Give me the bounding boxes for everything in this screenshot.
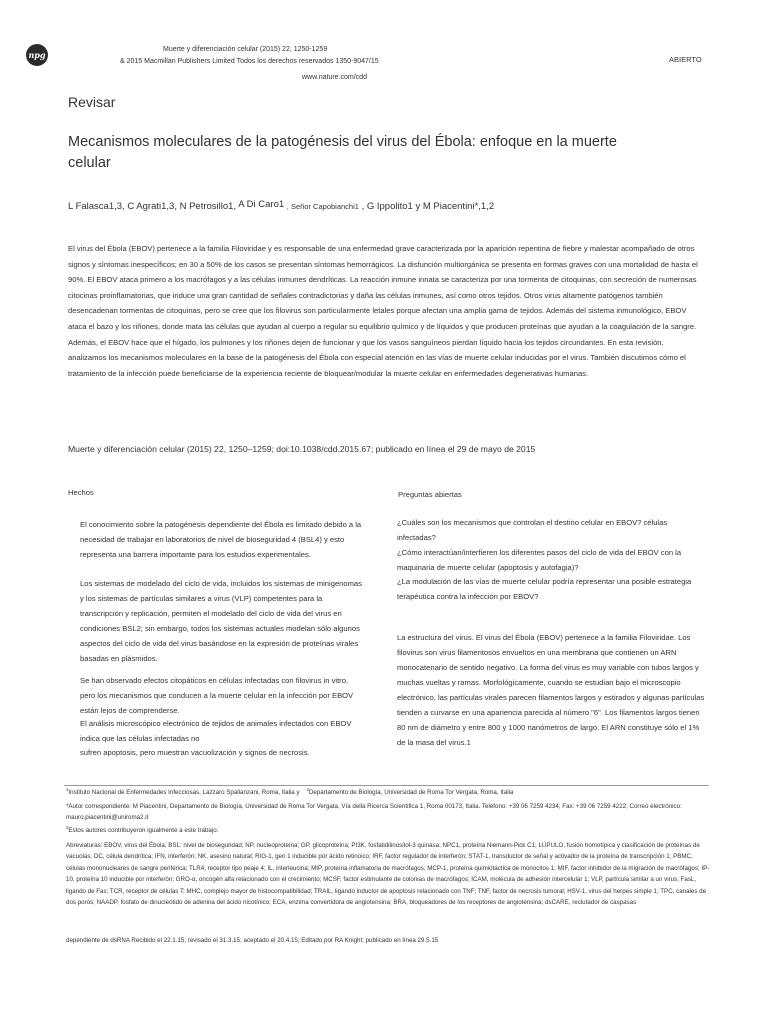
article-title: Mecanismos moleculares de la patogénesis del virus del Ébola: enfoque en la muerte celular bbox=[68, 134, 617, 171]
question-1: ¿Cuáles son los mecanismos que controlan el destino celular en EBOV? células infectadas? bbox=[397, 518, 668, 542]
footnote-divider bbox=[64, 785, 709, 786]
authors-part-4: , G Ippolito1 y M Piacentini*,1,2 bbox=[361, 201, 495, 212]
journal-line: Muerte y diferenciación celular (2015) 22, 1250-1259 bbox=[163, 46, 328, 53]
article-dates: dependiente de dsRNA Recibido el 22.1.15; revisado el 31.3.15; aceptado el 20.4.15; Editado por RA Knight; publicado en línea 29.5.15 bbox=[66, 937, 439, 944]
affiliation-2: Departamento de Biología, Universidad de Roma Tor Vergata, Roma, Italia bbox=[308, 789, 514, 796]
affiliation-1: Instituto Nacional de Enfermedades Infecciosas, Lazzaro Spallanzani, Roma, Italia y bbox=[68, 789, 300, 796]
facts-paragraph-2: Los sistemas de modelado del ciclo de vida, incluidos los sistemas de minigenomas y los sistemas de partículas similares a virus (VLP) competentes para la transcripción y replicación, permiten el modelado del ciclo de vida del virus en condiciones BSL2; sin embargo, todos los sistemas actuales modelan sólo algunos aspectos del ciclo de vida del virus basándose en la expresión de proteínas virales basadas en plásmidos. bbox=[80, 579, 362, 663]
equal-contribution-text: Estos autores contribuyeron igualmente a este trabajo. bbox=[68, 827, 219, 834]
facts-paragraph-4: El análisis microscópico electrónico de tejidos de animales infectados con EBOV indica que las células infectadas no bbox=[80, 719, 352, 743]
author-list bbox=[68, 201, 494, 212]
publisher-line: & 2015 Macmillan Publishers Limited Todos los derechos reservados 1350-9047/15 bbox=[120, 58, 379, 65]
equal-contribution-number: 3 bbox=[66, 824, 69, 830]
authors-part-1: L Falasca1,3, C Agrati1,3, N Petrosillo1, bbox=[68, 201, 237, 212]
authors-part-2: A Di Caro1 bbox=[238, 199, 285, 210]
authors-part-3: , Señor Capobianchi1 bbox=[286, 202, 359, 211]
open-questions-heading: Preguntas abiertas bbox=[398, 490, 462, 499]
abbreviations: Abreviaturas: EBOV, virus del Ébola; BSL: nivel de bioseguridad; NP, nucleoproteína; GP, glicoproteína; PI3K, fosfatidilinositol-3 quinasa; NPC1, proteína Niemann-Pick C1; LÚPULO, fusión homotípica y clasificación de proteínas de vacuolas; DC, célula dendrítica; IFN, interferón; NK, asesino natural; RIG-1, gen 1 inducible por ácido retinoico; IRF, factor regulador de interferón; STAT-1, transductor de señal y activador de la proteína de transcripción 1; PBMC, células mononucleares de sangre periférica; TLR4, receptor tipo peaje 4; IL, interleucina; MIP, proteína inflamatoria de macrófagos; MCP-1, proteína quimiotáctica de monocitos 1; MIF, factor inhibidor de la migración de macrófagos; IP-10, proteína 10 inducible por interferón; GRO-α, oncogén alfa relacionado con el crecimiento; MCSF, factor estimulante de colonias de macrófagos; ICAM, molécula de adhesión intercelular 1; VLP, partícula similar a un virus; FasL, ligando de Fas; TCR, receptor de células T; MHC, complejo mayor de histocompatibilidad; TRAIL, ligando inductor de apoptosis relacionado con TNF; TNF, factor de necrosis tumoral; HSV-1, virus del herpes simple 1; TPC, canales de dos poros; NAADP, fosfato de dinucleótido de adenina del ácido nicotínico; ECA, enzima convertidora de angiotensina; BRA, bloqueadores de los receptores de angiotensina; dsCARE, reclutador de caspasas bbox=[66, 842, 710, 907]
article-type-label: Revisar bbox=[68, 94, 116, 110]
question-3: ¿La modulación de las vías de muerte celular podría representar una posible estrategia terapéutica contra la infección por EBOV? bbox=[397, 577, 692, 601]
facts-paragraph-5: sufren apoptosis, pero muestran vacuolización y signos de necrosis. bbox=[80, 748, 310, 757]
facts-heading: Hechos bbox=[68, 488, 94, 497]
affiliations bbox=[66, 787, 711, 798]
open-access-badge: ABIERTO bbox=[669, 55, 702, 64]
affiliation-2-number: 2 bbox=[306, 786, 309, 792]
citation-line: Muerte y diferenciación celular (2015) 22, 1250–1259; doi:10.1038/cdd.2015.67; publicado en línea el 29 de mayo de 2015 bbox=[68, 444, 536, 454]
facts-paragraph-1: El conocimiento sobre la patogénesis dependiente del Ébola es limitado debido a la necesidad de trabajar en laboratorios de nivel de bioseguridad 4 (BSL4) y esto representa una barrera importante para los estudios experimentales. bbox=[80, 520, 362, 559]
question-2: ¿Cómo interactúan/interfieren los diferentes pasos del ciclo de vida del EBOV con la maquinaria de muerte celular (apoptosis y autofagia)? bbox=[397, 548, 682, 572]
virus-structure-paragraph: La estructura del virus. El virus del Ébola (EBOV) pertenece a la familia Filoviridae. Los filovirus son virus filamentosos envueltos en una membrana que contienen un ARN monocatenario de sentido negativo. La forma del virus es muy variable con tubos largos y muchas vueltas y ramas. Morfológicamente, cuando se estudian bajo el microscopio electrónico, las partículas virales parecen filamentos largos y estirados y algunas partículas tienden a curvarse en una apariencia parecida al número "6". Los filamentos largos tienen 80 nm de diámetro y entre 800 y 1000 nanómetros de largo. El ARN constituye sólo el 1% de la masa del virus.1 bbox=[397, 633, 705, 747]
corresponding-author: *Autor correspondiente: M Piacentini, Departamento de Biología, Universidad de Roma Tor Vergata, Vía della Ricerca Scientifica 1, Roma 00173, Italia. Teléfono: +39 06 7259 4234; Fax: +39 06 7259 4222; Correo electrónico: mauro.piacentini@uniroma2.it bbox=[66, 803, 682, 822]
facts-paragraph-3: Se han observado efectos citopáticos en células infectadas con filovirus in vitro, pero los mecanismos que conducen a la muerte celular en la infección por EBOV están lejos de comprenderse. bbox=[80, 676, 354, 715]
equal-contribution-note bbox=[66, 825, 711, 836]
abstract: El virus del Ébola (EBOV) pertenece a la familia Filoviridae y es responsable de una enfermedad grave caracterizada por la aparición repentina de fiebre y malestar acompañado de otros signos y síntomas inespecíficos; en 30 a 50% de los casos se presentan síntomas hemorrágicos. La disfunción multiorgánica se presenta en formas graves con una mortalidad de hasta el 90%. El EBOV ataca primero a los macrófagos y a las células inmunes dendríticas. La reacción inmune innata se caracteriza por una tormenta de citoquinas, con secreción de numerosas citocinas proinflamatorias, que induce una gran cantidad de señales contradictorias y daña las células inmunes, así como otros tejidos. Otros virus altamente patógenos también desencadenan tormentas de citoquinas, pero se cree que los filovirus son particularmente letales porque afectan una amplia gama de tejidos. Además del sistema inmunológico, EBOV ataca el bazo y los riñones, donde mata las células que ayudan al cuerpo a regular su equilibrio químico y de líquidos y que producen proteínas que ayudan a la coagulación de la sangre. Además, el EBOV hace que el hígado, los pulmones y los riñones dejen de funcionar y que los vasos sanguíneos pierdan líquido hacia los tejidos circundantes. En esta revisión, analizamos los mecanismos moleculares en la base de la patogénesis del Ébola con especial atención en las vías de muerte celular inducidas por el virus. También discutimos cómo el tratamiento de la infección puede beneficiarse de la experiencia reciente de bloquear/modular la muerte celular en enfermedades degenerativas humanas. bbox=[68, 244, 698, 378]
journal-website-link[interactable]: www.nature.com/cdd bbox=[302, 74, 367, 81]
npg-logo: npg bbox=[26, 44, 48, 66]
affiliation-1-number: 1 bbox=[66, 786, 69, 792]
